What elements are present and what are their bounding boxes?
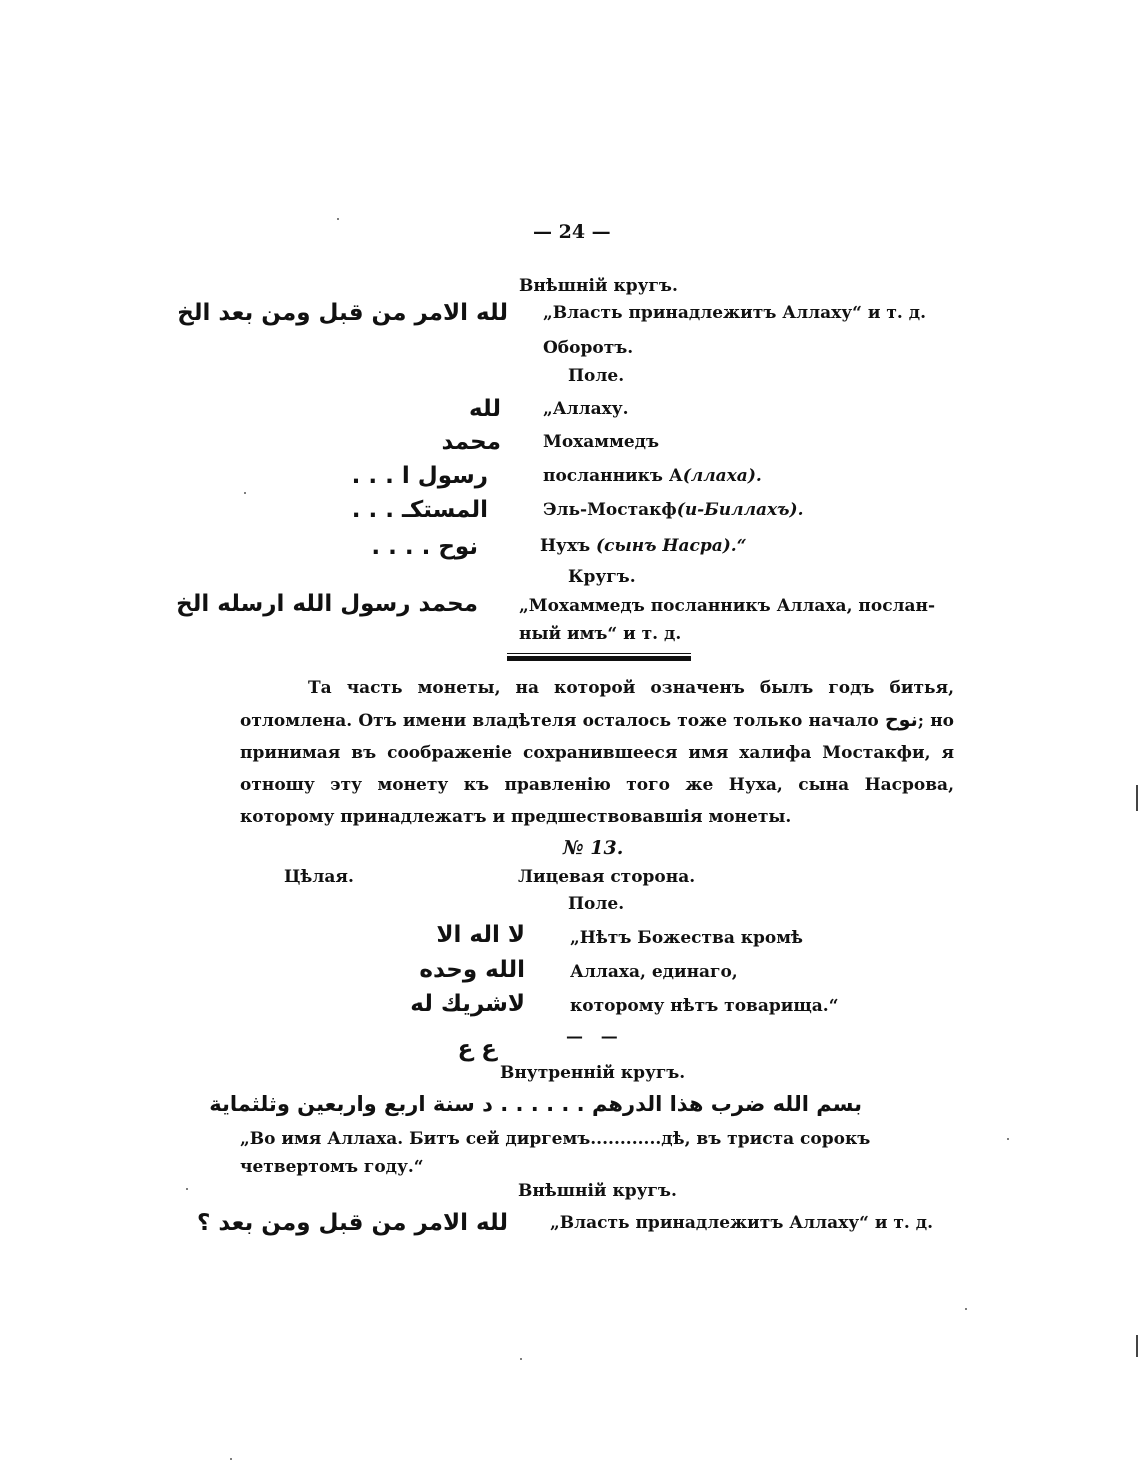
paragraph-text-start: Та часть монеты, на которой означенъ былъ годъ битья, отломлена. Отъ имени владѣтеля осталось тоже только начало — [240, 678, 954, 731]
scan-speck — [1007, 1138, 1009, 1140]
coin-condition: Цѣлая. — [284, 867, 354, 887]
obverse-arabic-line: لا اله الا — [436, 922, 525, 948]
circle-translation-line2: ный имъ“ и т. д. — [519, 624, 682, 644]
obverse-field-heading: Поле. — [568, 894, 625, 914]
field-arabic-line: رسول ا . . . — [351, 463, 488, 489]
obverse-translation-line: которому нѣтъ товарища.“ — [570, 996, 839, 1016]
separator-rule-thin — [507, 653, 691, 654]
field-translation-line — [543, 432, 659, 452]
obverse-bottom-dashes: — — — [566, 1027, 618, 1047]
inner-circle-translation-line2: четвертомъ году.“ — [240, 1157, 424, 1177]
obverse-arabic-line: لاشريك له — [410, 991, 525, 1017]
inner-circle-heading: Внутренній кругъ. — [500, 1063, 686, 1083]
field-translation-line — [543, 466, 762, 486]
scan-speck — [965, 1308, 967, 1310]
inner-circle-translation-line1: „Во имя Аллаха. Битъ сей диргемъ............дѣ, въ триста сорокъ — [240, 1129, 871, 1149]
page-number: — 24 — — [533, 221, 611, 243]
obverse-translation-line: „Нѣтъ Божества кромѣ — [570, 928, 803, 948]
scan-speck — [337, 218, 339, 220]
field-heading: Поле. — [568, 366, 625, 386]
separator-rule — [507, 656, 691, 661]
scan-edge-mark — [1136, 785, 1138, 811]
field-arabic-line: المستكـ . . . — [351, 497, 488, 523]
commentary-paragraph — [240, 672, 954, 833]
scan-edge-mark — [1136, 1335, 1138, 1357]
scan-speck — [230, 1458, 232, 1460]
circle-arabic: محمد رسول الله ارسله الخ — [176, 591, 478, 617]
field-translation-line — [543, 399, 629, 419]
field-translation-text: Мохаммедъ — [543, 432, 660, 452]
obverse-translation-line: Аллаха, единаго, — [570, 962, 738, 982]
reverse-heading: Оборотъ. — [543, 338, 634, 358]
obverse-arabic-line: الله وحده — [419, 957, 525, 983]
field-arabic-line: نوح . . . . — [371, 534, 478, 560]
scan-speck — [520, 1358, 522, 1360]
circle-heading: Кругъ. — [568, 567, 636, 587]
circle-translation-line1: „Мохаммедъ посланникъ Аллаха, послан- — [519, 596, 936, 616]
field-translation-line — [543, 500, 803, 520]
field-translation-text: посланникъ А — [543, 466, 683, 486]
field-arabic-line: لله — [469, 396, 501, 422]
obverse-heading: Лицевая сторона. — [518, 867, 696, 887]
outer-circle-translation-2: „Власть принадлежитъ Аллаху“ и т. д. — [550, 1213, 933, 1233]
scan-speck — [244, 492, 246, 494]
paragraph-text-end: ; но принимая въ соображеніе сохранившееся имя халифа Мостакфи, я отношу эту монету къ правленію того же Нуха, сына Насрова, которому принадлежатъ и предшествовавшія монеты. — [240, 711, 954, 827]
coin-number-label: № 13. — [563, 837, 624, 859]
outer-circle-heading: Внѣшній кругъ. — [519, 276, 678, 296]
field-translation-text: Эль-Мостакф — [543, 500, 677, 520]
obverse-bottom-arabic: ع ع — [457, 1036, 497, 1062]
field-translation-italic: (ллаха). — [682, 466, 762, 486]
field-translation-line — [540, 536, 746, 556]
outer-circle-translation: „Власть принадлежитъ Аллаху“ и т. д. — [543, 303, 926, 323]
field-translation-italic: (сынъ Насра).“ — [596, 536, 747, 556]
paragraph-inline-arabic: نوح — [884, 709, 918, 731]
outer-circle-arabic-2: لله الامر من قبل ومن بعد ؟ — [197, 1210, 508, 1236]
field-translation-text: „Аллаху. — [543, 399, 629, 419]
coin-number — [563, 838, 623, 858]
field-arabic-line: محمد — [441, 429, 501, 455]
scan-speck — [186, 1188, 188, 1190]
outer-circle-arabic: لله الامر من قبل ومن بعد الخ — [177, 300, 508, 326]
field-translation-italic: (и-Биллахъ). — [676, 500, 804, 520]
outer-circle-heading-2: Внѣшній кругъ. — [518, 1181, 677, 1201]
inner-circle-arabic: بسم الله ضرب هذا الدرهم . . . . . . د سنة اربع واربعين وثلثماية — [209, 1092, 862, 1116]
field-translation-text: Нухъ — [540, 536, 597, 556]
